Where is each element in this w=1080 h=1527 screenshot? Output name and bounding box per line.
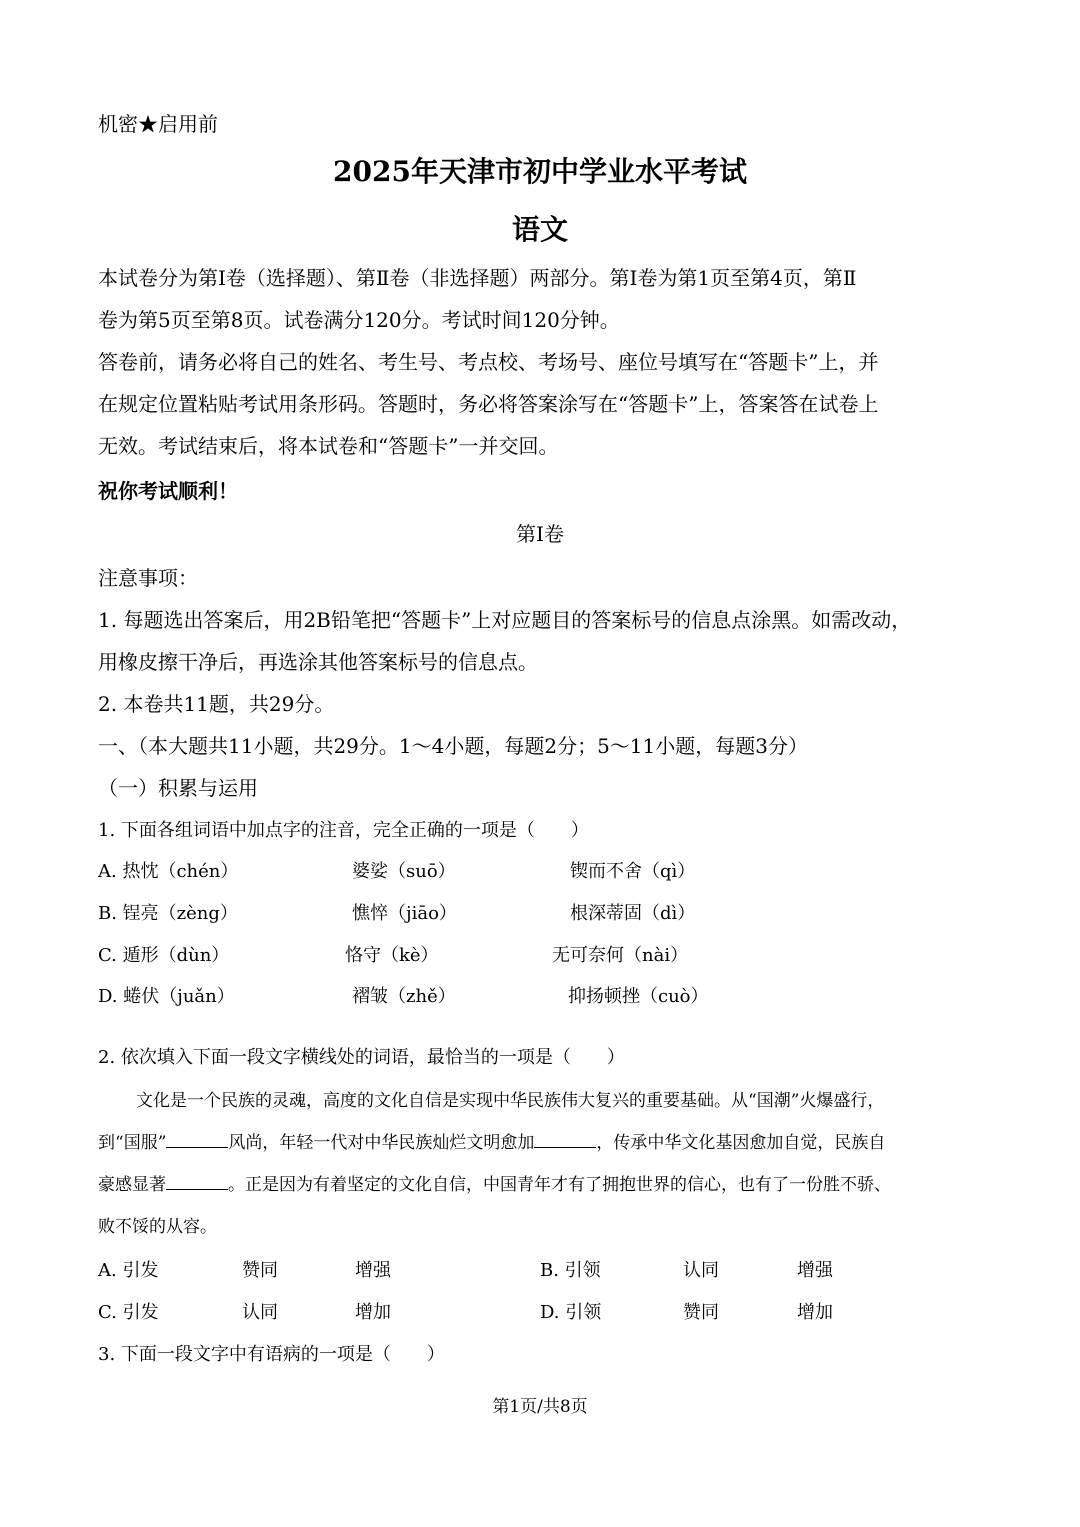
wish-text: 祝你考试顺利！ xyxy=(98,479,238,503)
subject-title: 语文 xyxy=(511,213,568,246)
q2-option-b-word2: 认同 xyxy=(683,1260,719,1281)
q1-option-d-word2: 褶皱（zhě） xyxy=(352,986,456,1007)
q2-option-a-word2: 赞同 xyxy=(242,1260,278,1281)
q2-option-c-word3: 增加 xyxy=(355,1302,391,1323)
q1-option-a: A. 热忱（chén） xyxy=(98,861,239,882)
passage-text: 豪感显著 xyxy=(98,1175,166,1195)
q2-option-c-word2: 认同 xyxy=(242,1302,278,1323)
intro-line: 本试卷分为第Ⅰ卷（选择题）、第Ⅱ卷（非选择题）两部分。第Ⅰ卷为第1页至第4页，第Ⅱ xyxy=(98,266,857,290)
passage-text: 。正是因为有着坚定的文化自信，中国青年才有了拥抱世界的信心，也有了一份胜不骄、 xyxy=(228,1175,891,1195)
passage-text: 到“国服” xyxy=(98,1133,167,1153)
page-footer: 第1页/共8页 xyxy=(492,1397,588,1417)
q2-option-b: B. 引领 xyxy=(540,1260,601,1281)
q1-option-a-word2: 婆娑（suō） xyxy=(352,861,456,882)
passage-line: 文化是一个民族的灵魂，高度的文化自信是实现中华民族伟大复兴的重要基础。从“国潮”火爆盛行， xyxy=(136,1091,885,1111)
q2-option-d: D. 引领 xyxy=(540,1302,602,1323)
q2-option-d-word2: 赞同 xyxy=(683,1302,719,1323)
section-title: 一、（本大题共11小题，共29分。1～4小题，每题2分；5～11小题，每题3分） xyxy=(98,734,808,758)
intro-line: 在规定位置粘贴考试用条形码。答题时，务必将答案涂写在“答题卡”上，答案答在试卷上 xyxy=(98,392,879,416)
intro-line: 无效。考试结束后，将本试卷和“答题卡”一并交回。 xyxy=(98,434,559,458)
fill-blank-3 xyxy=(166,1171,228,1190)
fill-blank-2 xyxy=(534,1129,596,1148)
note-line: 用橡皮擦干净后，再选涂其他答案标号的信息点。 xyxy=(98,650,538,674)
notes-heading: 注意事项： xyxy=(98,566,198,590)
q1-option-d-word3: 抑扬顿挫（cuò） xyxy=(568,986,709,1007)
q1-option-c-word3: 无可奈何（nài） xyxy=(552,945,689,966)
note-line: 1. 每题选出答案后，用2B铅笔把“答题卡”上对应题目的答案标号的信息点涂黑。如需改动， xyxy=(98,608,912,632)
intro-line: 答卷前，请务必将自己的姓名、考生号、考点校、考场号、座位号填写在“答题卡”上，并 xyxy=(98,350,879,374)
confidential-label: 机密★启用前 xyxy=(98,112,218,136)
q1-option-b-word3: 根深蒂固（dì） xyxy=(570,903,696,924)
fill-blank-1 xyxy=(166,1129,228,1148)
q1-option-a-word3: 锲而不舍（qì） xyxy=(570,861,696,882)
intro-line: 卷为第5页至第8页。试卷满分120分。考试时间120分钟。 xyxy=(98,308,620,332)
q1-option-b: B. 锃亮（zèng） xyxy=(98,903,238,924)
section-subtitle: （一）积累与运用 xyxy=(98,776,258,800)
passage-line: 败不馁的从容。 xyxy=(98,1217,217,1237)
passage-line xyxy=(98,1170,891,1195)
volume-heading: 第Ⅰ卷 xyxy=(516,522,564,546)
q2-option-c: C. 引发 xyxy=(98,1302,159,1323)
q2-option-b-word3: 增强 xyxy=(797,1260,833,1281)
passage-text: 风尚，年轻一代对中华民族灿烂文明愈加 xyxy=(228,1133,535,1153)
q1-option-b-word2: 憔悴（jiāo） xyxy=(352,903,457,924)
passage-line xyxy=(98,1128,885,1153)
q1-option-c: C. 遁形（dùn） xyxy=(98,945,230,966)
exam-title: 2025年天津市初中学业水平考试 xyxy=(333,155,747,188)
question-2-stem: 2. 依次填入下面一段文字横线处的词语，最恰当的一项是（ ） xyxy=(98,1047,625,1068)
question-3-stem: 3. 下面一段文字中有语病的一项是（ ） xyxy=(98,1344,445,1365)
q1-option-d: D. 蜷伏（juǎn） xyxy=(98,986,235,1007)
note-line: 2. 本卷共11题，共29分。 xyxy=(98,692,335,716)
q1-option-c-word2: 恪守（kè） xyxy=(345,945,439,966)
question-1-stem: 1. 下面各组词语中加点字的注音，完全正确的一项是（ ） xyxy=(98,820,589,841)
q2-option-a: A. 引发 xyxy=(98,1260,159,1281)
passage-text: ，传承中华文化基因愈加自觉，民族自 xyxy=(596,1133,886,1153)
q2-option-d-word3: 增加 xyxy=(797,1302,833,1323)
q2-option-a-word3: 增强 xyxy=(355,1260,391,1281)
